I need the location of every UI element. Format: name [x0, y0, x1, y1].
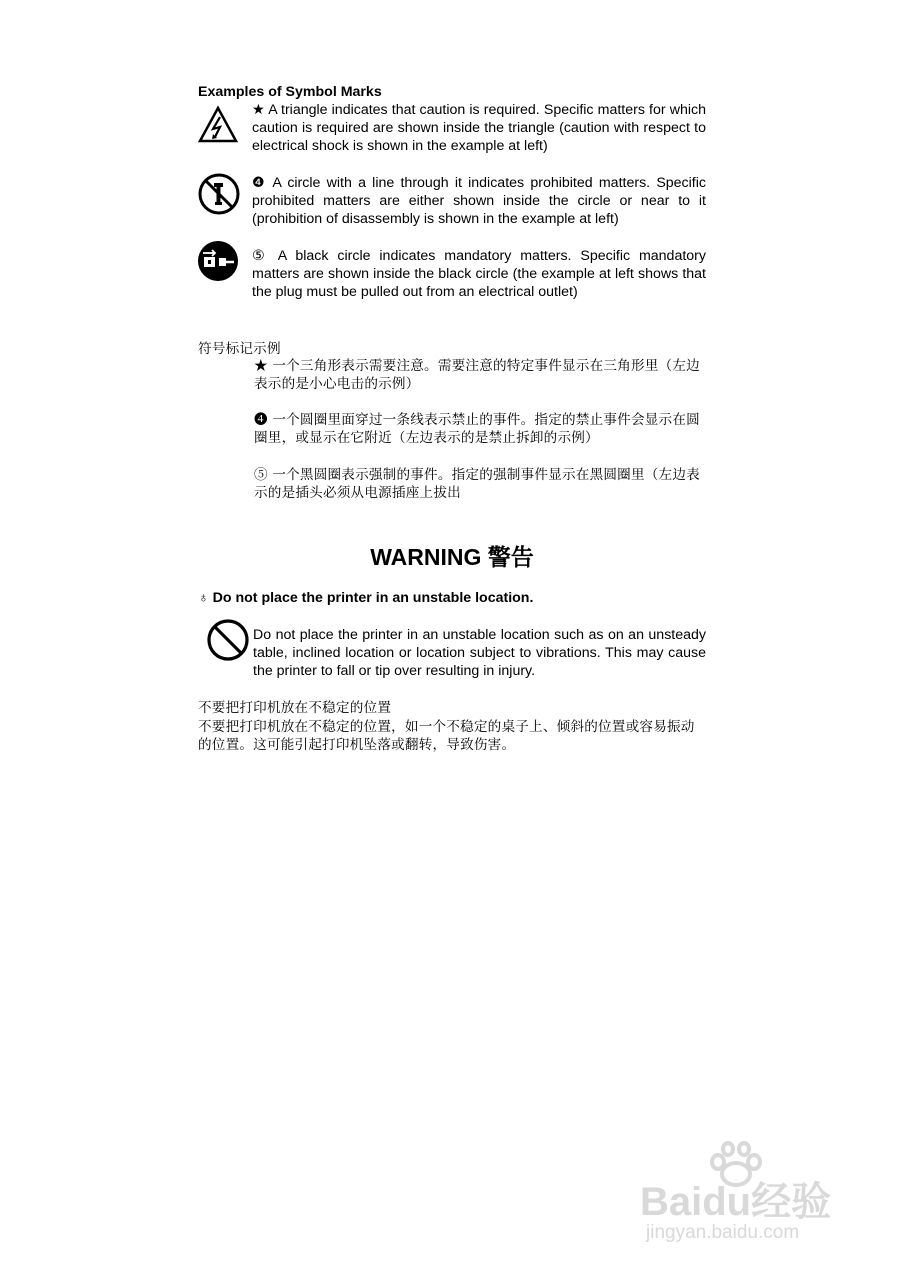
- warning-item-heading: Do not place the printer in an unstable location.: [212, 590, 534, 606]
- symbol-caution-text: ★ A triangle indicates that caution is required. Specific matters for which caution is required are shown inside the triangle (caution with respect to electrical shock is shown in the example at left): [252, 102, 706, 154]
- symbols-heading: Examples of Symbol Marks: [198, 84, 382, 100]
- watermark-url: jingyan.baidu.com: [646, 1222, 800, 1243]
- warning-heading-cn: 不要把打印机放在不稳定的位置: [198, 700, 392, 716]
- pull-plug-mandatory-icon: [197, 240, 239, 282]
- warning-text-cn: 不要把打印机放在不稳定的位置，如一个不稳定的桌子上、倾斜的位置或容易振动的位置。这可能引起打印机坠落或翻转，导致伤害。: [198, 719, 695, 753]
- triangle-electric-shock-icon: [198, 105, 238, 145]
- warning-title: WARNING 警告: [370, 544, 534, 570]
- symbol-prohibited-text-cn: ❹ 一个圆圈里面穿过一条线表示禁止的事件。指定的禁止事件会显示在圆圈里，或显示在它附近（左边表示的是禁止拆卸的示例）: [254, 412, 700, 446]
- warning-item-heading-row: [198, 590, 533, 606]
- symbol-mandatory-text-cn: ⑤ 一个黑圆圈表示强制的事件。指定的强制事件显示在黑圆圈里（左边表示的是插头必须从电源插座上拔出: [254, 467, 700, 501]
- warning-marker-icon: ♁: [198, 590, 209, 606]
- warning-item-text: Do not place the printer in an unstable location such as on an unsteady table, inclined location or location subject to vibrations. This may cause the printer to fall or tip over resulting in injury.: [253, 627, 706, 679]
- watermark-brand: Baidu经验: [640, 1180, 832, 1224]
- prohibition-circle-icon: [206, 618, 250, 662]
- baidu-watermark: [640, 1140, 870, 1260]
- symbols-heading-cn: 符号标记示例: [198, 341, 281, 357]
- prohibited-disassembly-icon: [197, 172, 241, 216]
- symbol-prohibited-text: ❹ A circle with a line through it indicates prohibited matters. Specific prohibited matters are either shown inside the circle or near to it (prohibition of disassembly is shown in the example at left): [252, 175, 706, 227]
- symbol-caution-text-cn: ★ 一个三角形表示需要注意。需要注意的特定事件显示在三角形里（左边表示的是小心电击的示例）: [254, 358, 700, 392]
- symbol-mandatory-text: ⑤ A black circle indicates mandatory matters. Specific mandatory matters are shown inside the black circle (the example at left shows that the plug must be pulled out from an electrical outlet): [252, 248, 706, 300]
